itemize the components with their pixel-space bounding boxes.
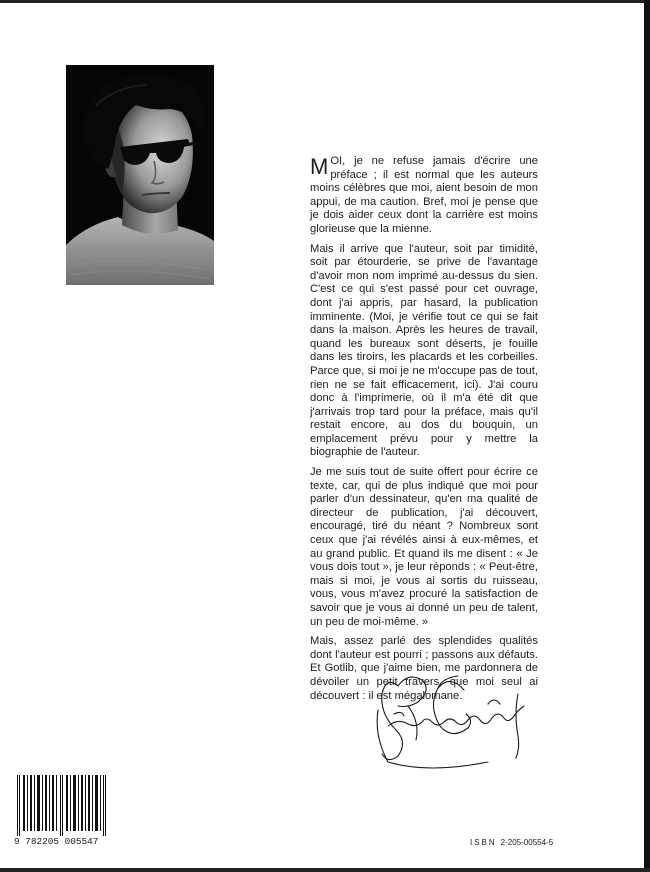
handwritten-signature — [368, 666, 538, 776]
preface-paragraph-1 — [310, 155, 538, 237]
dropcap-letter: M — [310, 154, 329, 179]
isbn-line — [470, 838, 640, 847]
preface-paragraph-1-text: OI, je ne refuse jamais d'écrire une préface ; il est normal que les auteurs moins célèbres que moi, aient besoin de mon appui, de ma caution. Bref, moi je pense que je dois aider ceux dont la carrière est moins glorieuse que la mienne. — [310, 155, 538, 235]
cover-top-edge — [0, 0, 650, 3]
isbn-number: 2-205-00554-5 — [500, 838, 554, 847]
isbn-label: ISBN — [470, 838, 497, 847]
cover-bottom-edge — [0, 868, 650, 872]
author-portrait — [66, 65, 214, 285]
preface-paragraph-2: Mais il arrive que l'auteur, soit par timidité, soit par étourderie, se prive de l'avantage d'avoir mon nom imprimé au-dessus du sien. C'est ce qui s'est passé pour cet ouvrage, dont j'ai appris, par hasard, la publication imminente. (Moi, je vérifie tout ce qui se fait dans la maison. Après les heures de travail, quand les bureaux sont déserts, je fouille dans les tiroirs, les placards et les corbeilles. Parce que, si moi je ne m'occupe pas de tout, rien ne se fait efficacement, ici). J'ai couru donc à l'imprimerie, où il m'a été dit que j'arrivais trop tard pour la préface, mais qu'il restait encore, au dos du bouquin, un emplacement prévu pour y mettre la biographie de l'auteur. — [310, 242, 538, 459]
preface-paragraph-3: Je me suis tout de suite offert pour écrire ce texte, car, qui de plus indiqué que moi pour parler d'un dessinateur, qu'en ma qualité de directeur de publication, j'ai découvert, encouragé, tiré du néant ? Nombreux sont ceux que j'ai révélés ainsi à eux-mêmes, et au grand public. Et quand ils me disent : « Je vous dois tout », je leur réponds : « Peut-être, mais si moi, je vous ai sortis du ruisseau, vous, vous m'avez procuré la satisfaction de savoir que je vous ai donné un peu de talent, un peu de moi-même. » — [310, 466, 538, 628]
cover-right-edge — [644, 0, 650, 872]
barcode-digits: 9 782205 005547 — [14, 836, 116, 847]
preface-text — [310, 155, 538, 709]
preface-paragraph-4: Mais, assez parlé des splendides qualités dont l'auteur est pourri ; passons aux défauts. Et Gotlib, que j'aime bien, me pardonnera de dévoiler un petit travers, que moi seul ai découvert : il est mégalomane. — [310, 635, 538, 702]
